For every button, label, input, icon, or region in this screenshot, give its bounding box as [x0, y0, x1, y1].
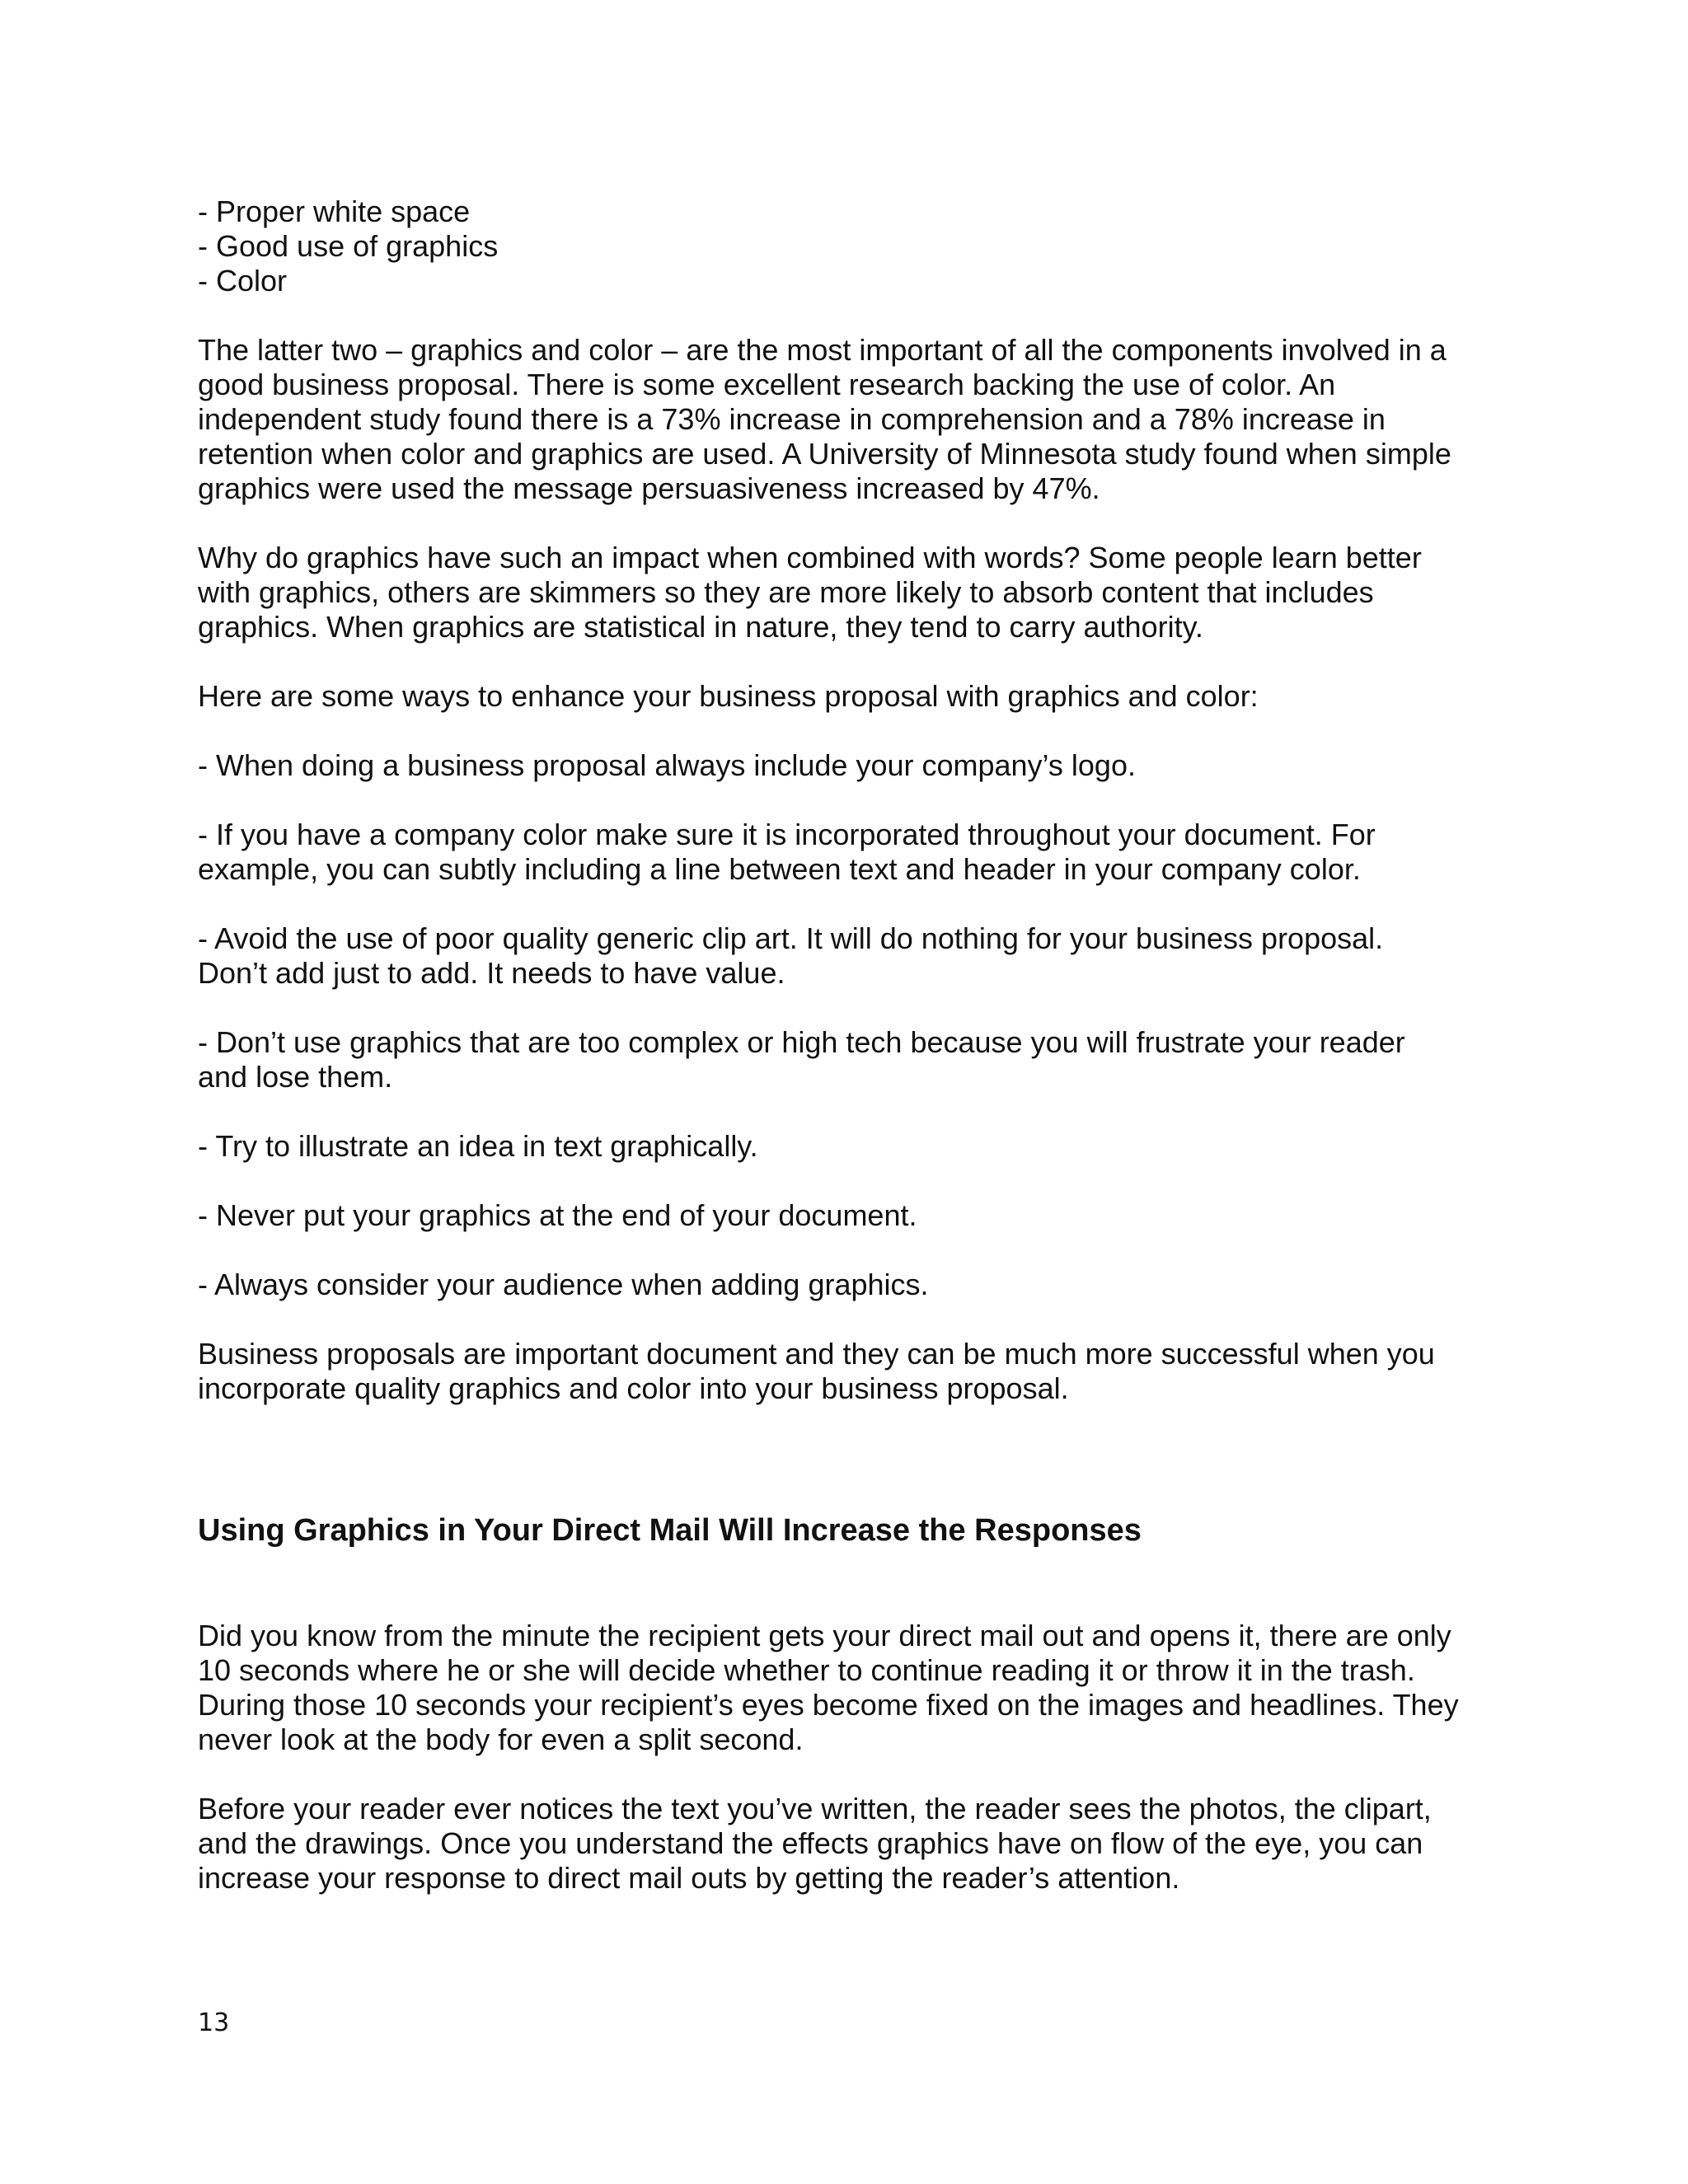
paragraph-ten-seconds: [198, 1619, 1517, 1757]
list-item: - Proper white space: [198, 194, 471, 228]
tip-company-color: [198, 818, 1517, 887]
text-line: During those 10 seconds your recipient’s eyes become fixed on the images and headlines. They: [198, 1688, 1459, 1722]
text-line: - When doing a business proposal always include your company’s logo.: [198, 748, 1136, 782]
design-elements-list: [198, 194, 1517, 298]
text-line: graphics were used the message persuasiveness increased by 47%.: [198, 471, 1100, 505]
text-line: - Don’t use graphics that are too complex or high tech because you will frustrate your reader: [198, 1025, 1405, 1059]
text-line: good business proposal. There is some excellent research backing the use of color. An: [198, 368, 1336, 401]
tip-audience: [198, 1268, 1517, 1302]
page-number: 13: [198, 2008, 230, 2037]
text-line: Did you know from the minute the recipient gets your direct mail out and opens it, there are only: [198, 1619, 1451, 1652]
text-line: The latter two – graphics and color – are the most important of all the components involved in a: [198, 333, 1447, 367]
text-line: - If you have a company color make sure it is incorporated throughout your document. For: [198, 818, 1376, 851]
text-line: incorporate quality graphics and color into your business proposal.: [198, 1371, 1069, 1405]
text-line: retention when color and graphics are used. A University of Minnesota study found when simple: [198, 437, 1451, 471]
paragraph-reader-attention: [198, 1792, 1517, 1896]
paragraph-ways-intro: [198, 679, 1517, 714]
text-line: example, you can subtly including a line between text and header in your company color.: [198, 852, 1361, 886]
text-line: never look at the body for even a split second.: [198, 1722, 804, 1756]
text-line: - Always consider your audience when adding graphics.: [198, 1268, 929, 1301]
text-line: - Never put your graphics at the end of your document.: [198, 1198, 917, 1232]
text-line: and lose them.: [198, 1060, 393, 1094]
page-body: [198, 194, 1517, 1896]
list-item: - Good use of graphics: [198, 229, 499, 263]
text-line: - Avoid the use of poor quality generic clip art. It will do nothing for your business proposal.: [198, 921, 1384, 955]
tip-placement: [198, 1198, 1517, 1233]
text-line: 10 seconds where he or she will decide whether to continue reading it or throw it in the trash.: [198, 1653, 1415, 1687]
text-line: increase your response to direct mail outs by getting the reader’s attention.: [198, 1861, 1180, 1895]
tip-illustrate: [198, 1129, 1517, 1164]
tip-clip-art: [198, 921, 1517, 991]
text-line: Before your reader ever notices the text you’ve written, the reader sees the photos, the clipart,: [198, 1792, 1432, 1825]
text-line: independent study found there is a 73% increase in comprehension and a 78% increase in: [198, 402, 1386, 436]
text-line: Why do graphics have such an impact when combined with words? Some people learn better: [198, 541, 1422, 574]
text-line: with graphics, others are skimmers so they are more likely to absorb content that includes: [198, 575, 1374, 609]
list-item: - Color: [198, 264, 288, 298]
text-line: - Try to illustrate an idea in text graphically.: [198, 1129, 758, 1163]
section-heading: Using Graphics in Your Direct Mail Will Increase the Responses: [198, 1513, 1142, 1548]
tip-logo: [198, 748, 1517, 783]
text-line: graphics. When graphics are statistical in nature, they tend to carry authority.: [198, 610, 1203, 644]
paragraph-conclusion: [198, 1337, 1517, 1406]
tip-complexity: [198, 1025, 1517, 1094]
text-line: Don’t add just to add. It needs to have value.: [198, 956, 785, 990]
text-line: and the drawings. Once you understand the effects graphics have on flow of the eye, you can: [198, 1826, 1423, 1860]
text-line: Here are some ways to enhance your business proposal with graphics and color:: [198, 679, 1259, 713]
paragraph-why-graphics: [198, 541, 1517, 644]
paragraph-graphics-and-color: [198, 333, 1517, 506]
text-line: Business proposals are important document and they can be much more successful when you: [198, 1337, 1435, 1371]
